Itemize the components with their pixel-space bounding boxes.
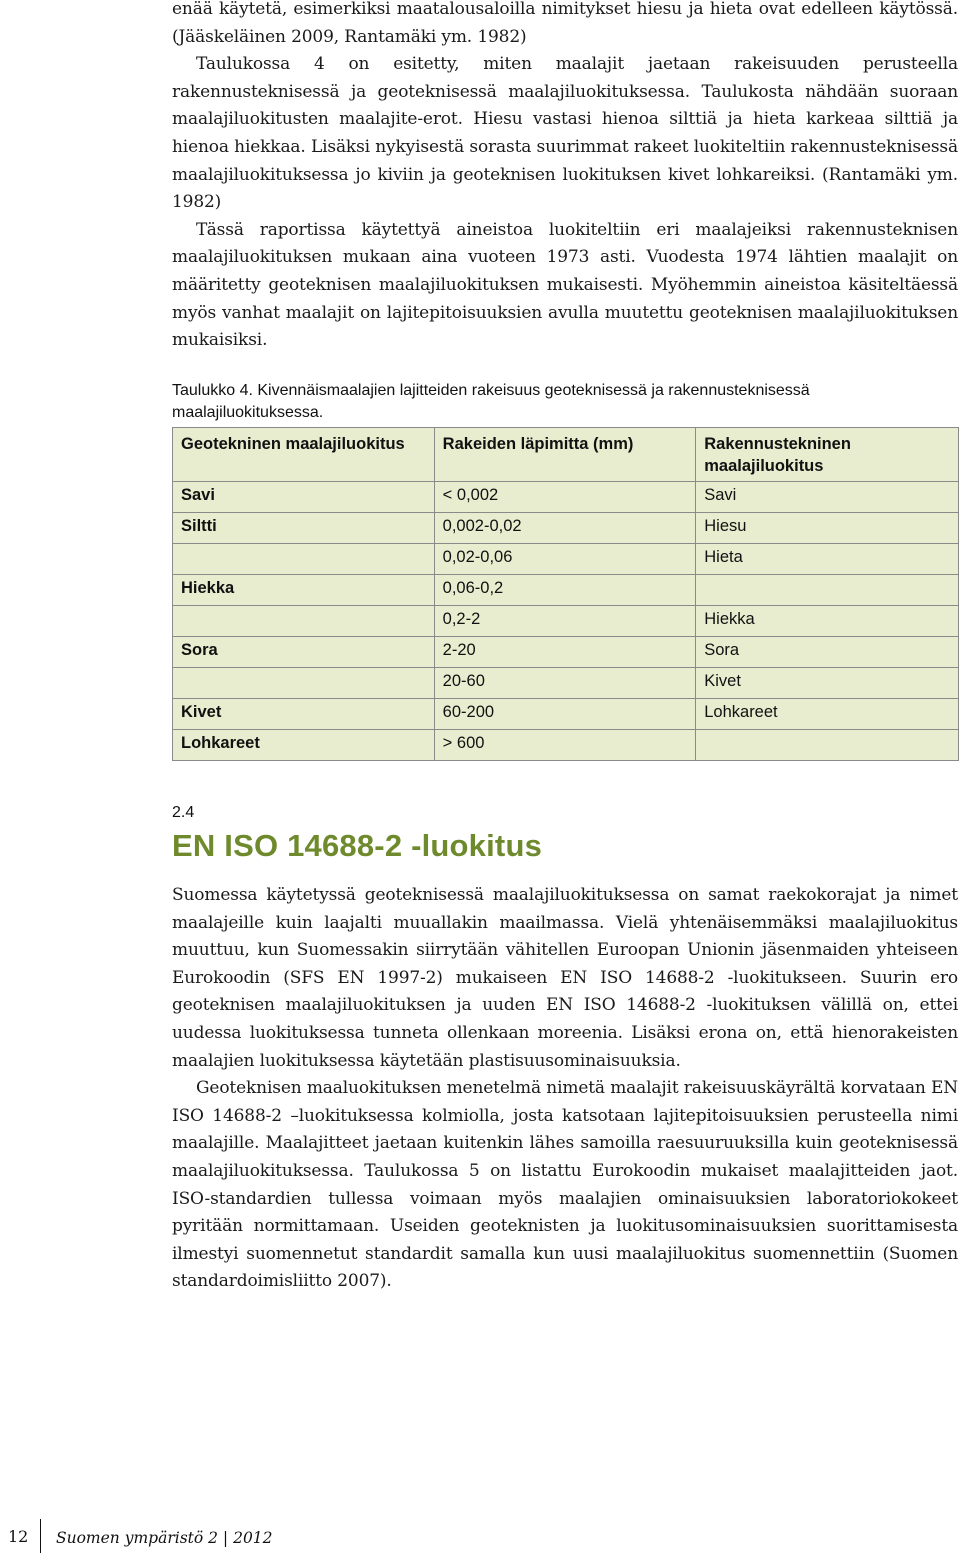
geotechnical-class: Lohkareet [173, 730, 435, 761]
intro-text [172, 0, 958, 355]
geotechnical-class: Savi [173, 482, 435, 513]
publication-name: Suomen ympäristö 2 | 2012 [56, 1529, 273, 1547]
geotechnical-class [173, 544, 435, 575]
construction-class: Hiesu [696, 513, 959, 544]
header-geotechnical: Geotekninen maalajiluokitus [173, 428, 435, 482]
section-body [172, 882, 958, 1296]
table-row [173, 730, 959, 761]
table-header-row [173, 428, 959, 482]
footer-divider [40, 1519, 41, 1553]
soil-classification-table [172, 427, 959, 761]
geotechnical-class: Hiekka [173, 575, 435, 606]
construction-class: Hiekka [696, 606, 959, 637]
page-number: 12 [8, 1527, 29, 1546]
geotechnical-class: Kivet [173, 699, 435, 730]
grain-diameter: 0,002-0,02 [434, 513, 696, 544]
table-row [173, 544, 959, 575]
section-title: EN ISO 14688-2 -luokitus [172, 828, 543, 863]
body-paragraph-2: Geoteknisen maaluokituksen menetelmä nimetä maalajit rakeisuuskäyrältä korvataan EN ISO 14688-2 –luokituksessa kolmiolla, josta katsotaan lajitepitoisuuksien perusteella nimi maalajille. Maalajitteet jaetaan kuitenkin lähes samoilla raesuuruuksilla kuin geoteknisessä maalajiluokituksessa. Taulukossa 5 on listattu Eurokoodin mukaiset maalajitteiden jaot. ISO-standardien tullessa voimaan myös maalajien ominaisuuksien laboratoriokokeet pyritään normittamaan. Useiden geoteknisten ja luokitusominaisuuksien suorittamisesta ilmestyi suomennetut standardit samalla kun uusi maalajiluokitus suomennettiin (Suomen standardoimisliitto 2007). [172, 1078, 958, 1292]
table-row [173, 637, 959, 668]
geotechnical-class [173, 606, 435, 637]
construction-class [696, 730, 959, 761]
geotechnical-class: Siltti [173, 513, 435, 544]
construction-class: Lohkareet [696, 699, 959, 730]
table-row [173, 482, 959, 513]
geotechnical-class: Sora [173, 637, 435, 668]
grain-diameter: 60-200 [434, 699, 696, 730]
intro-paragraph-3: Tässä raportissa käytettyä aineistoa luokiteltiin eri maalajeiksi rakennusteknisen maalajiluokituksen mukaan aina vuoteen 1973 asti. Vuodesta 1974 lähtien maalajit on määritetty geoteknisen maalajiluokituksen mukaisesti. Myöhemmin aineistoa käsiteltäessä myös vanhat maalajit on lajitepitoisuuksien avulla muutettu geoteknisen maalajiluokituksen mukaisiksi. [172, 219, 958, 351]
grain-diameter: 0,06-0,2 [434, 575, 696, 606]
body-paragraph-1: Suomessa käytetyssä geoteknisessä maalajiluokituksessa on samat raekokorajat ja nimet maalajeille kuin laajalti muuallakin maailmassa. Vielä yhtenäisemmäksi maalajiluokitus muuttuu, kun Suomessakin siirrytään vähitellen Euroopan Unionin jäsenmaiden yhteiseen Eurokoodin (SFS EN 1997-2) mukaiseen EN ISO 14688-2 -luokitukseen. Suurin ero geoteknisen maalajiluokituksen ja uuden EN ISO 14688-2 -luokituksen välillä on, ettei uudessa luokituksessa tunneta ollenkaan moreenia. Lisäksi erona on, että hienorakeisten maalajien luokituksessa käytetään plastisuusominaisuuksia. [172, 885, 958, 1071]
grain-diameter: 0,02-0,06 [434, 544, 696, 575]
construction-class: Kivet [696, 668, 959, 699]
table-caption: Taulukko 4. Kivennäismaalajien lajitteiden rakeisuus geoteknisessä ja rakennusteknisessä maalajiluokituksessa. [172, 382, 810, 421]
header-construction: Rakennustekninen maalajiluokitus [696, 428, 959, 482]
intro-paragraph-2: Taulukossa 4 on esitetty, miten maalajit jaetaan rakeisuuden perusteella rakennusteknisessä ja geoteknisessä maalajiluokituksessa. Taulukosta nähdään suoraan maalajiluokitusten maalajite-erot. Hiesu vastasi hienoa silttiä ja hieta karkeaa silttiä ja hienoa hiekkaa. Lisäksi nykyisestä sorasta suurimmat rakeet luokiteltiin rakennusteknisessä maalajiluokituksessa jo kiviin ja geoteknisen luokituksen kivet lohkareiksi. (Rantamäki ym. 1982) [172, 54, 958, 213]
section-number: 2.4 [172, 804, 195, 821]
construction-class: Savi [696, 482, 959, 513]
grain-diameter: 20-60 [434, 668, 696, 699]
table-row [173, 513, 959, 544]
table-row [173, 699, 959, 730]
grain-diameter: > 600 [434, 730, 696, 761]
geotechnical-class [173, 668, 435, 699]
table-row [173, 575, 959, 606]
table-row [173, 668, 959, 699]
construction-class: Hieta [696, 544, 959, 575]
page-footer [0, 1525, 400, 1551]
header-grain-diameter: Rakeiden läpimitta (mm) [434, 428, 696, 482]
construction-class: Sora [696, 637, 959, 668]
grain-diameter: 0,2-2 [434, 606, 696, 637]
intro-paragraph-1: enää käytetä, esimerkiksi maatalousaloilla nimitykset hiesu ja hieta ovat edelleen käytössä. (Jääskeläinen 2009, Rantamäki ym. 1982) [172, 0, 958, 47]
grain-diameter: 2-20 [434, 637, 696, 668]
construction-class [696, 575, 959, 606]
grain-diameter: < 0,002 [434, 482, 696, 513]
table-row [173, 606, 959, 637]
